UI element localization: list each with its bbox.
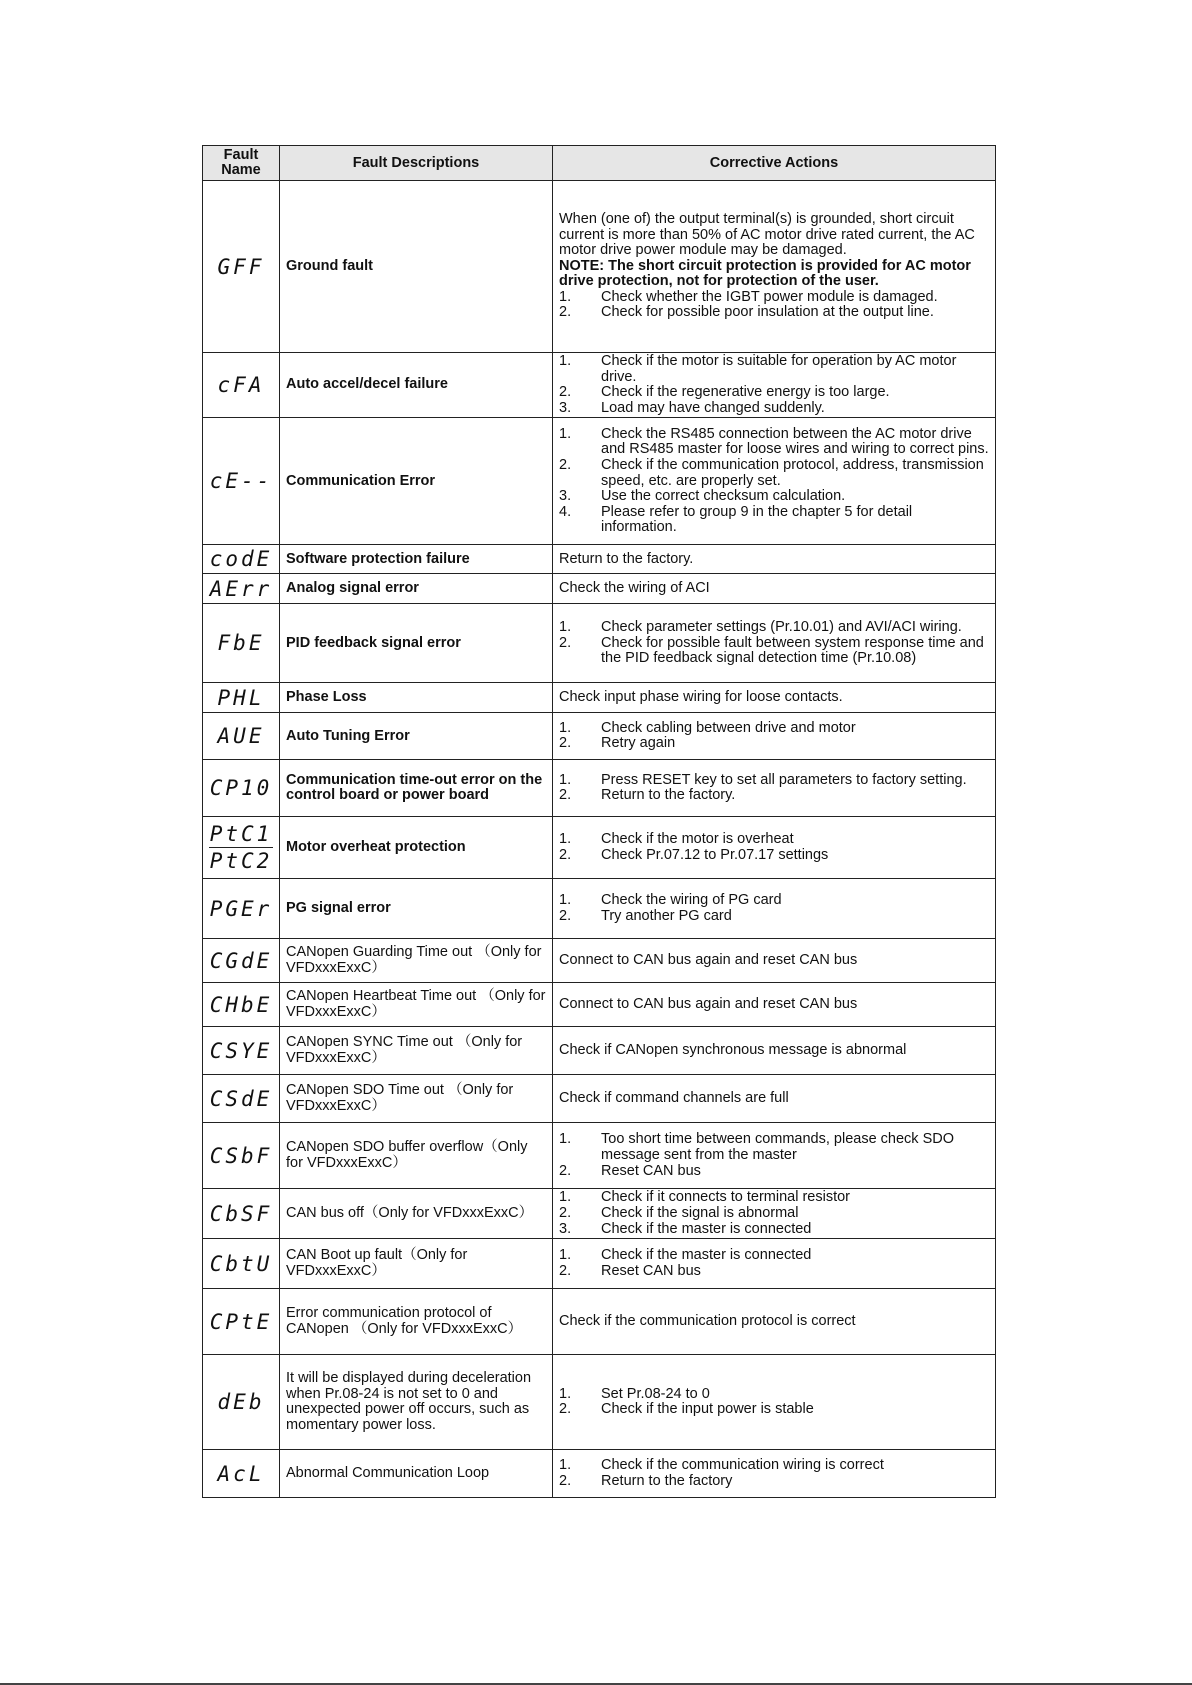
action-item [559,1222,989,1238]
action-list [559,427,989,536]
action-item-number: 3. [559,1220,572,1237]
action-item-text: Check if the master is connected [601,1247,812,1264]
action-item [559,489,989,505]
fault-row [203,1239,996,1289]
action-item [559,1458,989,1474]
action-item-text: Press RESET key to set all parameters to factory setting. [601,771,967,788]
action-item-text: Return to the factory [601,1472,733,1489]
fault-row [203,353,996,418]
action-list [559,1132,989,1179]
fault-row [203,604,996,683]
fault-code-display: FbE [217,631,265,656]
header-fault-name: Fault Name [203,146,280,181]
fault-description: Auto accel/decel failure [280,353,553,418]
action-item-text: Retry again [601,735,676,752]
fault-code-display: AUE [217,724,265,749]
action-item-number: 1. [559,618,572,635]
action-item-text: Check if the input power is stable [601,1401,814,1418]
corrective-actions-cell [553,1027,996,1075]
fault-code-cell [203,1189,280,1239]
fault-code-cell [203,879,280,939]
action-item-text: Load may have changed suddenly. [601,399,825,416]
action-item [559,636,989,667]
corrective-actions-cell [553,181,996,353]
corrective-actions-cell [553,1075,996,1123]
fault-code-display: CSYE [209,1038,273,1063]
fault-description: CANopen SDO Time out （Only for VFDxxxExxC） [280,1075,553,1123]
fault-description: CANopen SDO buffer overflow（Only for VFDxxxExxC） [280,1123,553,1189]
action-list [559,893,989,924]
header-fault-descriptions: Fault Descriptions [280,146,553,181]
action-text: Check the wiring of ACI [559,580,710,597]
corrective-actions-cell [553,1239,996,1289]
corrective-actions-cell [553,683,996,713]
action-list [559,1387,989,1418]
action-item [559,1190,989,1206]
fault-code-display: CPtE [209,1309,273,1334]
corrective-actions-cell [553,1450,996,1498]
fault-code-display: cFA [217,373,265,398]
action-item [559,427,989,458]
fault-code-display: PtC2 [209,849,273,874]
action-item [559,1474,989,1490]
fault-code-cell [203,418,280,545]
fault-code-cell [203,713,280,760]
action-item-number: 2. [559,846,572,863]
fault-table [202,145,996,1498]
corrective-actions-cell [553,879,996,939]
fault-code-display: AErr [209,576,273,601]
fault-row [203,939,996,983]
action-text: Connect to CAN bus again and reset CAN bus [559,952,858,969]
corrective-actions-cell [553,713,996,760]
fault-code-display: PtC1 [209,822,273,847]
fault-code-display: CP10 [209,776,273,801]
action-item-number: 2. [559,384,572,401]
fault-code-display: CbtU [209,1251,273,1276]
fault-description: It will be displayed during deceleration when Pr.08-24 is not set to 0 and unexpected power off occurs, such as momentary power loss. [280,1355,553,1450]
action-item-number: 1. [559,425,572,442]
corrective-actions-cell [553,817,996,879]
action-item [559,832,989,848]
fault-code-cell [203,683,280,713]
action-item-number: 2. [559,787,572,804]
fault-code-cell [203,983,280,1027]
action-item-text: Check if the motor is suitable for operation by AC motor drive. [601,353,957,385]
action-item-number: 1. [559,1189,572,1206]
fault-code-cell [203,1450,280,1498]
fault-description: CAN Boot up fault（Only for VFDxxxExxC） [280,1239,553,1289]
fault-code-display: GFF [217,254,265,279]
action-list [559,354,989,416]
fault-description: Auto Tuning Error [280,713,553,760]
action-item-text: Check if it connects to terminal resistor [601,1189,851,1206]
fault-description: Motor overheat protection [280,817,553,879]
fault-code-cell [203,574,280,604]
action-item-number: 2. [559,1162,572,1179]
action-item-number: 1. [559,771,572,788]
action-item [559,788,989,804]
fault-description: Analog signal error [280,574,553,604]
action-text: Check input phase wiring for loose contacts. [559,689,843,706]
action-item-number: 2. [559,634,572,651]
action-item-number: 1. [559,1457,572,1474]
fault-description: CAN bus off（Only for VFDxxxExxC） [280,1189,553,1239]
fault-code-cell [203,939,280,983]
fault-row [203,545,996,574]
action-item-number: 3. [559,488,572,505]
action-item [559,736,989,752]
action-item-number: 1. [559,719,572,736]
action-item-text: Reset CAN bus [601,1262,701,1279]
action-item [559,1387,989,1403]
action-item [559,505,989,536]
fault-code-display: dEb [217,1390,265,1415]
action-item [559,909,989,925]
action-item-text: Check for possible poor insulation at the output line. [601,304,934,321]
action-item [559,1132,989,1163]
fault-row [203,1289,996,1355]
action-list [559,620,989,667]
fault-code-cell [203,1289,280,1355]
action-item [559,290,989,306]
corrective-actions-cell [553,574,996,604]
fault-row [203,760,996,817]
action-item-text: Check the wiring of PG card [601,892,782,909]
action-item-text: Check if the communication wiring is correct [601,1457,884,1474]
fault-code-display: CGdE [209,948,273,973]
fault-code-cell [203,1027,280,1075]
action-item [559,620,989,636]
action-item [559,1206,989,1222]
fault-description: Ground fault [280,181,553,353]
action-item [559,773,989,789]
action-list [559,1190,989,1237]
fault-code-cell [203,353,280,418]
fault-code-display: CSdE [209,1086,273,1111]
fault-row [203,1450,996,1498]
corrective-actions-cell [553,939,996,983]
action-text: Return to the factory. [559,550,694,567]
action-text: Check if the communication protocol is correct [559,1312,856,1329]
action-item-number: 2. [559,456,572,473]
fault-description: Error communication protocol of CANopen （Only for VFDxxxExxC） [280,1289,553,1355]
corrective-actions-cell [553,1289,996,1355]
fault-code-cell [203,545,280,574]
fault-row [203,983,996,1027]
fault-row [203,879,996,939]
action-item-text: Reset CAN bus [601,1162,701,1179]
action-item-number: 2. [559,1204,572,1221]
action-text: When (one of) the output terminal(s) is grounded, short circuit current is more than 50% of AC motor drive rated current, the AC motor drive power module may be damaged. [559,210,975,259]
action-item [559,385,989,401]
action-list [559,290,989,321]
action-item-number: 3. [559,399,572,416]
action-item [559,354,989,385]
action-item-number: 1. [559,288,572,305]
action-item-number: 1. [559,353,572,369]
action-item-text: Check for possible fault between system response time and the PID feedback signal detection time (Pr.10.08) [601,634,984,667]
action-item-text: Use the correct checksum calculation. [601,488,846,505]
action-list [559,832,989,863]
action-list [559,1458,989,1489]
fault-table-body [203,181,996,1498]
action-item-text: Try another PG card [601,907,732,924]
fault-code-cell [203,604,280,683]
fault-description: Software protection failure [280,545,553,574]
action-item-number: 2. [559,1472,572,1489]
corrective-actions-cell [553,353,996,418]
fault-row [203,418,996,545]
fault-description: CANopen Guarding Time out （Only for VFDxxxExxC） [280,939,553,983]
corrective-actions-cell [553,1123,996,1189]
action-item-text: Too short time between commands, please check SDO message sent from the master [601,1131,954,1164]
corrective-actions-cell [553,983,996,1027]
fault-row [203,817,996,879]
action-item-number: 1. [559,1247,572,1264]
fault-description: CANopen Heartbeat Time out （Only for VFDxxxExxC） [280,983,553,1027]
action-item [559,458,989,489]
action-item-text: Check if the signal is abnormal [601,1204,799,1221]
action-item-text: Check parameter settings (Pr.10.01) and AVI/ACI wiring. [601,618,962,635]
fault-row [203,1189,996,1239]
action-item [559,401,989,417]
action-item-number: 1. [559,831,572,848]
corrective-actions-cell [553,604,996,683]
action-item-text: Check the RS485 connection between the AC motor drive and RS485 master for loose wires and wiring to correct pins. [601,425,989,458]
action-item-text: Check if the communication protocol, address, transmission speed, etc. are properly set. [601,456,984,489]
action-item-text: Return to the factory. [601,787,736,804]
fault-code-cell [203,1239,280,1289]
action-item-number: 4. [559,503,572,520]
action-item [559,1402,989,1418]
fault-code-display: AcL [217,1461,265,1486]
corrective-actions-cell [553,418,996,545]
action-item [559,893,989,909]
fault-code-display: CHbE [209,992,273,1017]
fault-code-cell [203,817,280,879]
action-item-number: 1. [559,1385,572,1402]
action-list [559,773,989,804]
action-item-text: Check cabling between drive and motor [601,719,856,736]
fault-code-cell [203,1355,280,1450]
corrective-actions-cell [553,1189,996,1239]
fault-row [203,1123,996,1189]
action-item-number: 1. [559,892,572,909]
fault-description: PG signal error [280,879,553,939]
action-item-number: 2. [559,735,572,752]
fault-row [203,713,996,760]
action-item [559,721,989,737]
action-item-number: 2. [559,1262,572,1279]
fault-description: Phase Loss [280,683,553,713]
fault-code-cell [203,1075,280,1123]
action-item [559,848,989,864]
action-item-text: Check if the regenerative energy is too large. [601,384,890,401]
fault-row [203,181,996,353]
action-item [559,1248,989,1264]
action-item-text: Check Pr.07.12 to Pr.07.17 settings [601,846,829,863]
action-item-text: Check whether the IGBT power module is damaged. [601,288,938,305]
action-text: Check if command channels are full [559,1090,789,1107]
fault-code-cell [203,181,280,353]
fault-code-cell [203,760,280,817]
action-item-number: 2. [559,304,572,321]
fault-description: Communication time-out error on the control board or power board [280,760,553,817]
action-item-text: Check if the master is connected [601,1220,812,1237]
action-item [559,305,989,321]
fault-description: PID feedback signal error [280,604,553,683]
fault-code-display: cE-- [209,469,273,494]
action-note: NOTE: The short circuit protection is provided for AC motor drive protection, not for protection of the user. [559,257,971,290]
header-corrective-actions: Corrective Actions [553,146,996,181]
fault-code-display: PGEr [209,896,273,921]
fault-row [203,1075,996,1123]
fault-description: Abnormal Communication Loop [280,1450,553,1498]
action-item-text: Set Pr.08-24 to 0 [601,1385,710,1402]
fault-row [203,1027,996,1075]
action-list [559,1248,989,1279]
table-header-row [203,146,996,181]
action-text: Check if CANopen synchronous message is abnormal [559,1042,907,1059]
action-text: Connect to CAN bus again and reset CAN bus [559,996,858,1013]
corrective-actions-cell [553,545,996,574]
fault-description: CANopen SYNC Time out （Only for VFDxxxExxC） [280,1027,553,1075]
action-item-text: Check if the motor is overheat [601,831,794,848]
fault-row [203,574,996,604]
fault-code-display: CSbF [209,1143,273,1168]
action-item [559,1264,989,1280]
fault-description: Communication Error [280,418,553,545]
action-item-number: 2. [559,1401,572,1418]
fault-code-display: codE [209,547,273,572]
action-item [559,1164,989,1180]
fault-code-cell [203,1123,280,1189]
fault-row [203,683,996,713]
action-list [559,721,989,752]
action-item-number: 1. [559,1131,572,1148]
fault-row [203,1355,996,1450]
corrective-actions-cell [553,760,996,817]
fault-code-display: PHL [217,685,265,710]
action-item-text: Please refer to group 9 in the chapter 5 for detail information. [601,503,913,536]
corrective-actions-cell [553,1355,996,1450]
fault-code-display: CbSF [209,1201,273,1226]
action-item-number: 2. [559,907,572,924]
